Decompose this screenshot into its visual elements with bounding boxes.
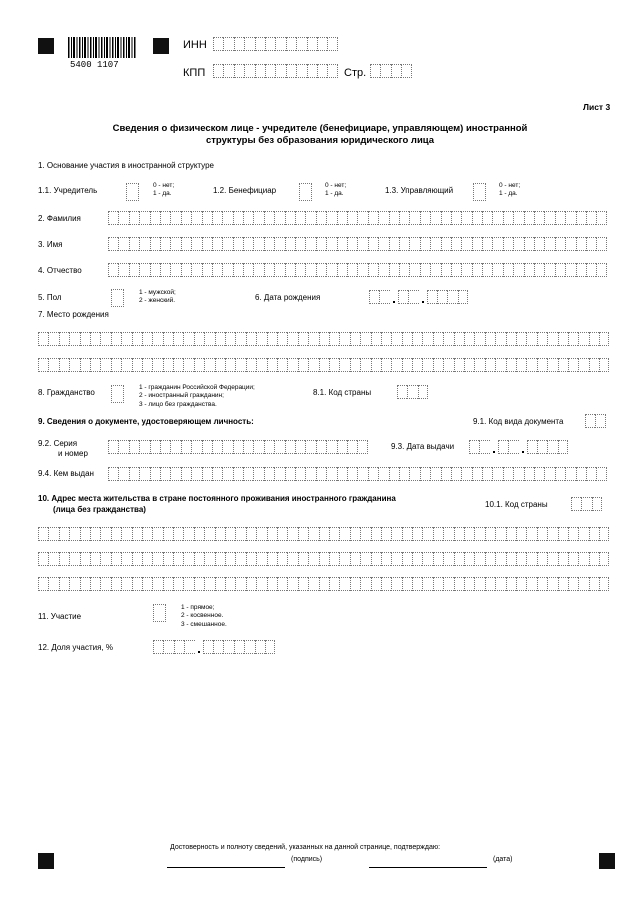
surname-label: 2. Фамилия <box>38 214 81 223</box>
doc-type-code-label: 9.1. Код вида документа <box>473 417 564 426</box>
birth-place-label: 7. Место рождения <box>38 310 109 319</box>
name-cells[interactable] <box>108 237 607 251</box>
page-title-line2: структуры без образования юридического лица <box>205 135 435 146</box>
birth-date-cells[interactable] <box>369 290 468 304</box>
address-cells-row2[interactable] <box>38 552 609 566</box>
page-cells[interactable] <box>370 64 412 78</box>
participation-options: 1 - прямое; 2 - косвенное. 3 - смешанное. <box>181 604 227 628</box>
sex-options: 1 - мужской; 2 - женский. <box>139 289 176 305</box>
participation-box[interactable] <box>153 604 166 622</box>
country-code-cells[interactable] <box>397 385 428 399</box>
date-line[interactable] <box>369 867 487 868</box>
registration-marker-top-mid <box>153 38 169 54</box>
manager-label: 1.3. Управляющий <box>385 186 454 195</box>
address-country-code-cells[interactable] <box>571 497 602 511</box>
participation-label: 11. Участие <box>38 612 82 621</box>
registration-marker-bottom-right <box>599 853 615 869</box>
doc-type-code-cells[interactable] <box>585 414 606 428</box>
share-label: 12. Доля участия, % <box>38 643 113 652</box>
inn-label: ИНН <box>183 39 207 51</box>
citizenship-label: 8. Гражданство <box>38 388 95 397</box>
sex-box[interactable] <box>111 289 124 307</box>
founder-box[interactable] <box>126 183 139 201</box>
citizenship-box[interactable] <box>111 385 124 403</box>
page-label: Стр. <box>344 67 367 79</box>
founder-options: 0 - нет; 1 - да. <box>153 182 175 198</box>
page-title-line1: Сведения о физическом лице - учредителе (бенефициаре, управляющем) иностранной <box>112 123 528 134</box>
series-label-line2: и номер <box>58 449 88 458</box>
name-label: 3. Имя <box>38 240 63 249</box>
inn-cells[interactable] <box>213 37 338 51</box>
sheet-label: Лист 3 <box>583 102 611 112</box>
share-cells[interactable] <box>153 640 275 654</box>
birth-place-cells-row2[interactable] <box>38 358 609 372</box>
beneficiary-options: 0 - нет; 1 - да. <box>325 182 347 198</box>
surname-cells[interactable] <box>108 211 607 225</box>
issued-by-label: 9.4. Кем выдан <box>38 469 94 478</box>
registration-marker-top-left <box>38 38 54 54</box>
kpp-cells[interactable] <box>213 64 338 78</box>
birth-date-label: 6. Дата рождения <box>255 293 321 302</box>
issue-date-cells[interactable] <box>469 440 568 454</box>
address-cells-row3[interactable] <box>38 577 609 591</box>
country-code-label: 8.1. Код страны <box>313 388 372 397</box>
series-label-line1: 9.2. Серия <box>38 439 78 448</box>
barcode-number: 5400 1107 <box>70 60 119 70</box>
sex-label: 5. Пол <box>38 293 62 302</box>
address-country-code-label: 10.1. Код страны <box>485 500 548 509</box>
registration-marker-bottom-left <box>38 853 54 869</box>
kpp-label: КПП <box>183 67 206 79</box>
beneficiary-box[interactable] <box>299 183 312 201</box>
birth-place-cells-row1[interactable] <box>38 332 609 346</box>
document-heading: 9. Сведения о документе, удостоверяющем личность: <box>38 417 254 426</box>
section1-label: 1. Основание участия в иностранной структуре <box>38 161 214 170</box>
issue-date-label: 9.3. Дата выдачи <box>391 442 455 451</box>
address-heading-line1: 10. Адрес места жительства в стране постоянного проживания иностранного гражданина <box>38 494 396 503</box>
series-number-cells[interactable] <box>108 440 368 454</box>
address-heading-line2: (лица без гражданства) <box>53 505 146 514</box>
manager-box[interactable] <box>473 183 486 201</box>
signature-line[interactable] <box>167 867 285 868</box>
manager-options: 0 - нет; 1 - да. <box>499 182 521 198</box>
issued-by-cells[interactable] <box>108 467 607 481</box>
patronymic-label: 4. Отчество <box>38 266 82 275</box>
patronymic-cells[interactable] <box>108 263 607 277</box>
founder-label: 1.1. Учредитель <box>38 186 98 195</box>
citizenship-options: 1 - гражданин Российской Федерации; 2 - иностранный гражданин; 3 - лицо без гражданства. <box>139 384 255 408</box>
beneficiary-label: 1.2. Бенефициар <box>213 186 277 195</box>
confirm-text: Достоверность и полноту сведений, указанных на данной странице, подтверждаю: <box>170 844 441 851</box>
date-caption: (дата) <box>493 856 513 863</box>
address-cells-row1[interactable] <box>38 527 609 541</box>
signature-caption: (подпись) <box>291 856 323 863</box>
